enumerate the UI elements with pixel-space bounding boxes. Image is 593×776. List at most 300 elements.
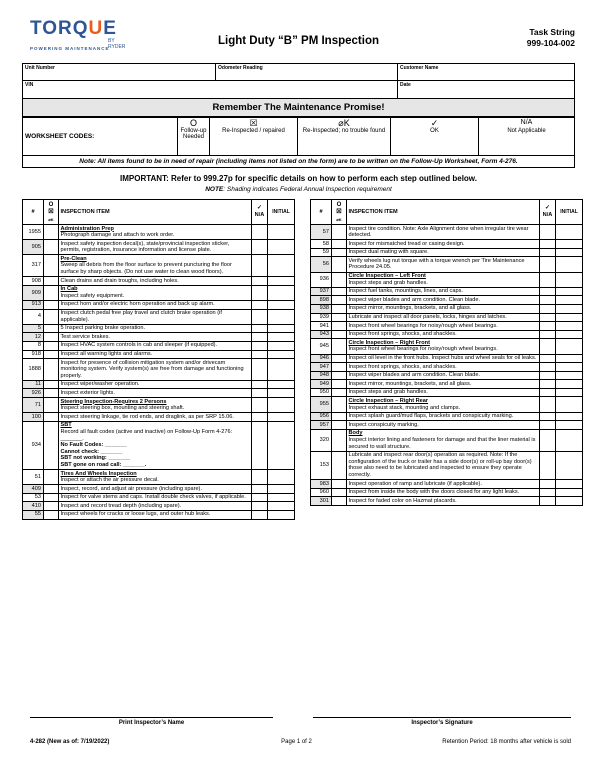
code-cell[interactable] [332,371,347,380]
ok-na-cell[interactable] [252,255,268,277]
code-cell[interactable] [332,339,347,354]
code-cell[interactable] [44,240,59,255]
ok-na-cell[interactable] [540,380,556,389]
item-number: 1888 [23,359,44,381]
ok-na-cell[interactable] [252,421,268,469]
item-text: 5 Inspect parking brake operation. [60,325,146,332]
inspection-item [347,412,540,421]
item-text: Record all fault codes (active and inactive) on Follow-Up Form 4-276: _______. [60,428,233,442]
ok-na-cell[interactable] [252,324,268,333]
initial-cell[interactable] [268,324,295,333]
inspection-row [23,225,295,240]
ok-na-cell[interactable] [540,330,556,339]
inspection-row [311,421,583,430]
code-cell[interactable] [44,333,59,342]
inspection-row [311,304,583,313]
ok-na-cell[interactable] [252,359,268,381]
ok-na-cell[interactable] [252,341,268,350]
code-cell[interactable] [332,380,347,389]
inspection-item [59,285,252,300]
initial-cell[interactable] [556,304,583,313]
item-text: Inspect interior lining and fasteners for damage and that the liner material is secured to wall structure. [348,436,536,450]
section-heading: Administration Prep [60,225,114,232]
section-heading: Circle Inspection – Right Rear [348,397,429,404]
ok-na-cell[interactable] [540,240,556,249]
inspection-row [311,240,583,249]
inspection-item [347,480,540,489]
initial-cell[interactable] [268,502,295,511]
code-not-applicable: N/A Not Applicable [479,118,575,156]
ok-na-cell[interactable] [252,413,268,422]
initial-cell[interactable] [268,493,295,502]
code-cell[interactable] [44,341,59,350]
customer-name-field[interactable]: Customer Name [398,64,575,81]
item-number: 59 [311,248,332,257]
ok-na-cell[interactable] [540,354,556,363]
ok-na-cell[interactable] [540,488,556,497]
item-text: Inspect front springs, shocks, and shackles. [348,331,457,338]
inspection-item [347,451,540,479]
inspection-row [23,485,295,494]
item-number: 8 [23,341,44,350]
code-cell[interactable] [44,510,59,519]
inspection-item [59,324,252,333]
col-initial: INITIAL [556,200,583,225]
inspection-item [347,248,540,257]
code-no-trouble-found: ⌀K Re-Inspected; no trouble found [298,118,391,156]
ok-na-cell[interactable] [540,429,556,451]
important-note: IMPORTANT: Refer to 999.27p for specific details on how to perform each step outlined below. [120,174,477,183]
code-cell[interactable] [332,480,347,489]
code-cell[interactable] [332,412,347,421]
inspection-row [23,398,295,413]
inspection-item [59,485,252,494]
initial-cell[interactable] [268,350,295,359]
ok-na-cell[interactable] [252,485,268,494]
item-text: Inspect wiper/washer operation. [60,381,140,388]
date-field[interactable]: Date [398,81,575,99]
inspection-item [347,388,540,397]
item-text: Verify wheels lug nut torque with a torque wrench per Tire Maintenance Procedure 24.05. [348,257,525,271]
col-initial: INITIAL [268,200,295,225]
code-cell[interactable] [44,485,59,494]
code-ok: ✓ OK [391,118,479,156]
inspector-name-line[interactable] [30,717,273,718]
item-number: 947 [311,363,332,372]
item-number: 949 [311,380,332,389]
inspection-row [23,502,295,511]
initial-cell[interactable] [556,296,583,305]
initial-cell[interactable] [268,470,295,485]
inspector-name-label: Print Inspector’s Name [118,720,185,726]
inspection-item [59,309,252,324]
retention-period: Retention Period: 18 months after vehicle is sold [442,739,571,745]
code-cell[interactable] [332,272,347,287]
item-text: Inspect and record tread depth (including spare). [60,502,182,509]
section-heading: Steering Inspection-Requires 2 Persons [60,398,167,405]
section-heading: In Cab [60,286,78,293]
item-text: Test service brakes. [60,333,110,340]
ok-na-cell[interactable] [252,398,268,413]
initial-cell[interactable] [268,309,295,324]
worksheet-codes-label: WORKSHEET CODES: [23,118,178,156]
item-number: 918 [23,350,44,359]
item-number: 898 [311,296,332,305]
initial-cell[interactable] [556,497,583,506]
item-number: 948 [311,371,332,380]
item-text: Inspect for mismatched tread or casing design. [348,240,465,247]
ok-na-cell[interactable] [540,451,556,479]
item-text: Inspect steps and grab handles. [348,389,428,396]
code-cell[interactable] [332,497,347,506]
item-number: 943 [311,330,332,339]
item-text: Inspect front wheel bearings for noisy/rough wheel bearings. [348,346,498,353]
initial-cell[interactable] [556,240,583,249]
code-cell[interactable] [332,451,347,479]
code-cell[interactable] [332,225,347,240]
inspection-row [23,359,295,381]
col-ok-na: ✓ N/A [540,200,556,225]
ok-na-cell[interactable] [252,502,268,511]
code-cell[interactable] [44,309,59,324]
ok-na-cell[interactable] [540,421,556,430]
item-text: Inspect safety equipment. [60,292,125,299]
inspection-row [23,324,295,333]
inspection-row [311,248,583,257]
ok-na-cell[interactable] [252,240,268,255]
inspection-row [23,300,295,309]
inspection-item [347,371,540,380]
item-number: 56 [311,257,332,272]
ok-na-cell[interactable] [540,412,556,421]
section-heading: Circle Inspection – Right Front [348,339,430,346]
item-text: Inspect wheels for cracks or loose lugs, and outer hub leaks. [60,511,211,518]
ok-na-cell[interactable] [540,322,556,331]
ok-na-cell[interactable] [540,296,556,305]
item-text: Inspect steering linkage, tie rod ends, and draglink, as per SRP 15.06. [60,413,234,420]
item-text: Clean drains and drain troughs, including holes. [60,277,179,284]
inspection-item [347,287,540,296]
item-text: Inspect, record, and adjust air pressure (including spare). [60,485,202,492]
code-cell[interactable] [332,296,347,305]
inspection-item [347,225,540,240]
inspection-item [347,257,540,272]
inspection-item [59,470,252,485]
inspection-row [311,272,583,287]
item-number: 12 [23,333,44,342]
initial-cell[interactable] [268,421,295,469]
code-cell[interactable] [332,330,347,339]
inspection-row [311,380,583,389]
initial-cell[interactable] [556,363,583,372]
code-cell[interactable] [44,225,59,240]
item-text: Inspect clutch pedal free play travel and clutch brake operation (if applicable). [60,310,222,323]
initial-cell[interactable] [556,412,583,421]
code-cell[interactable] [332,397,347,412]
section-heading: Circle Inspection – Left Front [348,273,426,280]
item-number: 960 [311,488,332,497]
ok-na-cell[interactable] [540,287,556,296]
ok-na-cell[interactable] [540,272,556,287]
code-cell[interactable] [332,488,347,497]
ok-na-cell[interactable] [252,285,268,300]
inspection-row [23,255,295,277]
initial-cell[interactable] [268,485,295,494]
item-text: Inspect dual mating with square. [348,249,429,256]
inspection-item [59,341,252,350]
inspection-row [311,429,583,451]
initial-cell[interactable] [556,421,583,430]
item-number: 409 [23,485,44,494]
vin-field[interactable]: VIN [23,81,398,99]
item-number: 909 [23,285,44,300]
code-cell[interactable] [332,287,347,296]
item-text: Inspect mirror, mountings, brackets, and all glass. [348,380,472,387]
initial-cell[interactable] [556,313,583,322]
fault-code-line: SBT not working: _______ [60,455,131,462]
item-number: 926 [23,389,44,398]
ok-na-cell[interactable] [540,497,556,506]
torque-logo: TORQUE BY RYDER POWERING MAINTENANCE [30,18,126,51]
ok-na-cell[interactable] [252,333,268,342]
item-number: 55 [23,510,44,519]
item-number: 320 [311,429,332,451]
inspection-item [59,398,252,413]
initial-cell[interactable] [556,480,583,489]
initial-cell[interactable] [268,300,295,309]
inspection-row [23,240,295,255]
item-number: 956 [311,412,332,421]
item-text: Inspect or attach the air pressure decal. [60,477,159,484]
item-number: 957 [311,421,332,430]
code-cell[interactable] [332,313,347,322]
inspection-item [347,363,540,372]
ok-na-cell[interactable] [252,389,268,398]
initial-cell[interactable] [268,389,295,398]
inspection-row [311,488,583,497]
initial-cell[interactable] [556,397,583,412]
odometer-field[interactable]: Odometer Reading [216,64,398,81]
ok-na-cell[interactable] [252,510,268,519]
ok-na-cell[interactable] [540,363,556,372]
code-cell[interactable] [44,493,59,502]
inspection-item [347,497,540,506]
inspection-row [23,285,295,300]
inspection-item [347,272,540,287]
ok-na-cell[interactable] [540,225,556,240]
inspection-item [347,313,540,322]
item-number: 410 [23,502,44,511]
ok-na-cell[interactable] [540,388,556,397]
item-number: 908 [23,277,44,286]
initial-cell[interactable] [556,287,583,296]
code-cell[interactable] [44,359,59,381]
initial-cell[interactable] [556,322,583,331]
initial-cell[interactable] [556,225,583,240]
inspection-row [311,480,583,489]
inspection-row [23,277,295,286]
initial-cell[interactable] [556,339,583,354]
ok-na-cell[interactable] [540,339,556,354]
ok-na-cell[interactable] [540,480,556,489]
initial-cell[interactable] [556,248,583,257]
inspection-row [311,257,583,272]
item-number: 71 [23,398,44,413]
worksheet-codes [22,117,575,156]
initial-cell[interactable] [268,277,295,286]
initial-cell[interactable] [556,451,583,479]
initial-cell[interactable] [556,380,583,389]
inspection-row [23,421,295,469]
item-number: 946 [311,354,332,363]
initial-cell[interactable] [556,257,583,272]
code-cell[interactable] [44,502,59,511]
code-re-inspected-repaired: ☒ Re-Inspected / repaired [210,118,298,156]
initial-cell[interactable] [268,285,295,300]
initial-cell[interactable] [268,333,295,342]
maintenance-promise: Remember The Maintenance Promise! [22,98,575,117]
col-codes: O ☒ ⌀K [44,200,59,225]
ok-na-cell[interactable] [252,470,268,485]
inspection-item [59,510,252,519]
code-cell[interactable] [44,413,59,422]
inspection-row [23,350,295,359]
item-number: 936 [311,272,332,287]
inspection-row [311,388,583,397]
inspection-item [59,493,252,502]
code-cell[interactable] [44,285,59,300]
initial-cell[interactable] [268,359,295,381]
col-inspection-item: INSPECTION ITEM [59,200,252,225]
inspection-row [311,339,583,354]
code-cell[interactable] [44,389,59,398]
col-inspection-item: INSPECTION ITEM [347,200,540,225]
code-cell[interactable] [44,470,59,485]
code-cell[interactable] [332,304,347,313]
ok-na-cell[interactable] [252,380,268,389]
initial-cell[interactable] [556,371,583,380]
initial-cell[interactable] [268,380,295,389]
item-text: Inspect safety inspection decal(s), state/provincial inspection sticker, permits, registration, insurance information and license plate. [60,240,230,254]
ok-na-cell[interactable] [252,350,268,359]
code-cell[interactable] [44,350,59,359]
inspection-item [59,413,252,422]
fault-code-line: SBT gone on road call: _______. [60,461,147,468]
code-cell[interactable] [44,277,59,286]
initial-cell[interactable] [556,272,583,287]
item-number: 4 [23,309,44,324]
inspection-item [347,296,540,305]
section-heading: Pre-Clean [60,255,87,262]
ok-na-cell[interactable] [540,397,556,412]
inspection-item [59,255,252,277]
code-cell[interactable] [44,324,59,333]
ok-na-cell[interactable] [252,309,268,324]
page-header [22,15,575,63]
col-number: # [23,200,44,225]
code-cell[interactable] [44,300,59,309]
code-cell[interactable] [332,363,347,372]
inspection-item [347,330,540,339]
ok-na-cell[interactable] [540,257,556,272]
initial-cell[interactable] [268,240,295,255]
inspection-item [59,389,252,398]
code-cell[interactable] [332,429,347,451]
inspection-row [311,296,583,305]
initial-cell[interactable] [268,413,295,422]
inspection-row [23,389,295,398]
code-cell[interactable] [332,322,347,331]
initial-cell[interactable] [268,341,295,350]
ok-na-cell[interactable] [252,277,268,286]
inspection-row [311,497,583,506]
inspection-item [59,225,252,240]
item-number: 937 [311,287,332,296]
item-text: Sweep all debris from the floor surface to prevent puncturing the floor surface by sharp objects. (Do not use water to clean wood floors). [60,262,232,276]
ok-na-cell[interactable] [540,304,556,313]
code-cell[interactable] [44,255,59,277]
initial-cell[interactable] [556,388,583,397]
inspector-signature-label: Inspector’s Signature [411,720,473,726]
initial-cell[interactable] [556,488,583,497]
inspection-item [59,350,252,359]
inspection-row [23,510,295,519]
inspection-row [23,413,295,422]
item-text: Inspect front springs, shocks, and shackles. [348,363,457,370]
item-number: 938 [311,304,332,313]
inspection-item [347,240,540,249]
ok-na-cell[interactable] [252,300,268,309]
ok-na-cell[interactable] [252,493,268,502]
initial-cell[interactable] [556,330,583,339]
code-cell[interactable] [44,380,59,389]
inspection-item [59,333,252,342]
item-number: 939 [311,313,332,322]
code-cell[interactable] [44,421,59,469]
initial-cell[interactable] [268,255,295,277]
initial-cell[interactable] [556,354,583,363]
fault-code-line: No Fault Codes: _______ [60,442,127,449]
item-text: Inspect splash guard/mud flaps, brackets and conspicuity marking. [348,413,514,420]
ok-na-cell[interactable] [252,225,268,240]
ok-na-cell[interactable] [540,371,556,380]
code-cell[interactable] [332,248,347,257]
initial-cell[interactable] [268,510,295,519]
inspection-row [311,397,583,412]
item-number: 955 [311,397,332,412]
initial-cell[interactable] [268,225,295,240]
inspection-row [311,313,583,322]
code-cell[interactable] [332,354,347,363]
ok-na-cell[interactable] [540,248,556,257]
code-cell[interactable] [332,388,347,397]
code-follow-up: O Follow-up Needed [178,118,210,156]
code-cell[interactable] [332,421,347,430]
inspection-item [59,421,252,469]
code-cell[interactable] [332,240,347,249]
inspector-signature-line[interactable] [313,717,571,718]
initial-cell[interactable] [556,429,583,451]
code-cell[interactable] [44,398,59,413]
inspection-item [347,380,540,389]
ok-na-cell[interactable] [540,313,556,322]
unit-number-field[interactable]: Unit Number [23,64,216,81]
col-codes: O ☒ ⌀K [332,200,347,225]
initial-cell[interactable] [268,398,295,413]
inspection-row [23,493,295,502]
inspection-item [347,397,540,412]
code-cell[interactable] [332,257,347,272]
